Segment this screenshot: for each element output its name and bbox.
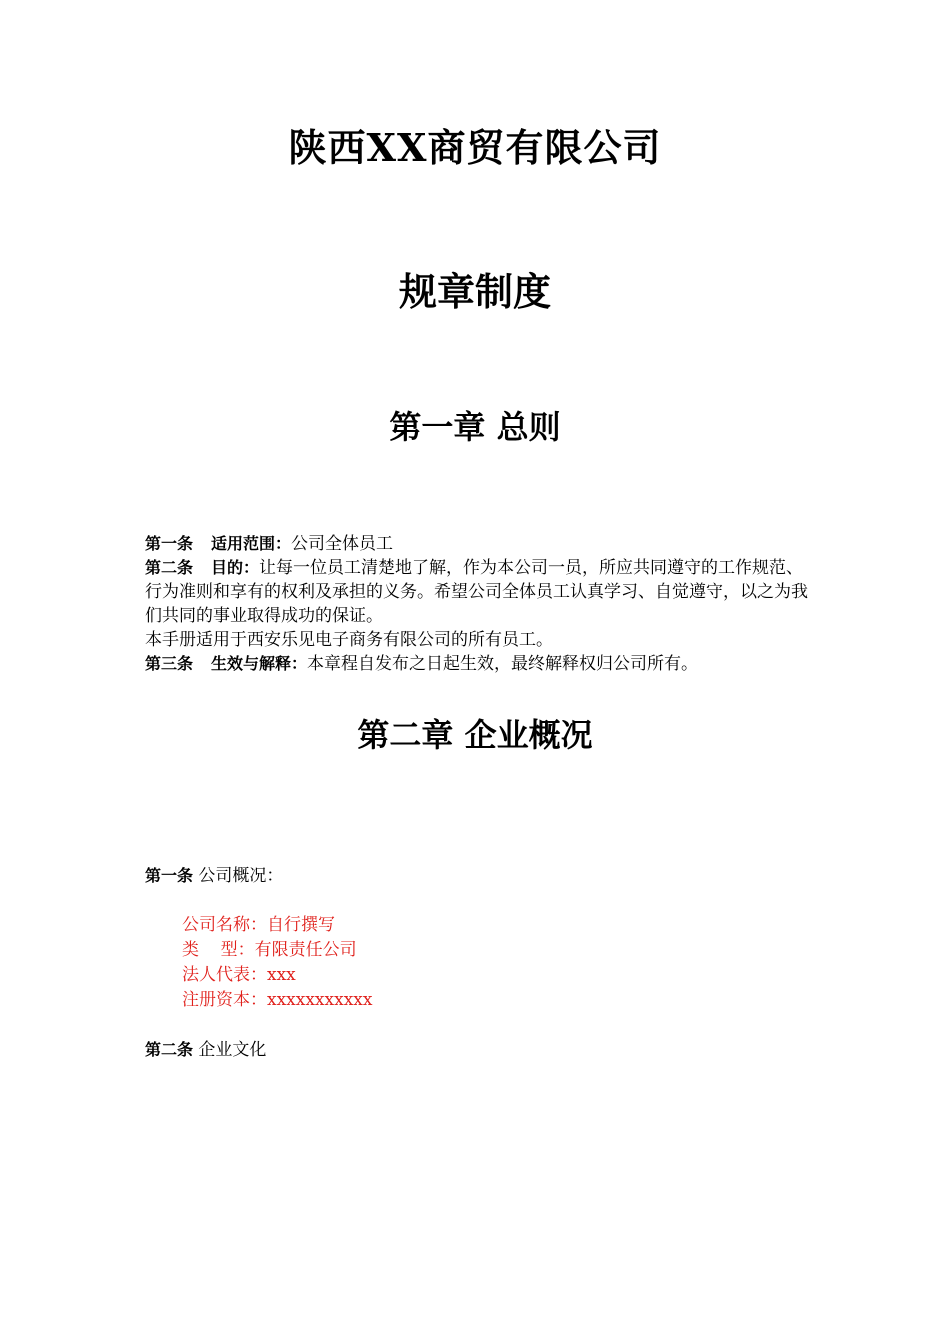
- article-text: 公司全体员工: [291, 534, 394, 554]
- scope-note-text: 本手册适用于西安乐见电子商务有限公司的所有员工。: [145, 630, 553, 650]
- scope-note: [145, 628, 810, 652]
- document-subtitle: 规章制度: [398, 269, 551, 314]
- article-label: 第二条: [145, 558, 194, 577]
- registered-capital-line: 注册资本：xxxxxxxxxxx: [182, 990, 373, 1010]
- chapter-1-heading: 第一章 总则: [389, 408, 561, 446]
- company-info-list: [182, 913, 372, 1013]
- company-name-line: 公司名称：自行撰写: [182, 915, 335, 935]
- article-3: [145, 652, 810, 676]
- article-text: 企业文化: [198, 1040, 267, 1060]
- article-text: 让每一位员工清楚地了解，作为本公司一员，所应共同遵守的工作规范、行为准则和享有的权利及承担的义务。希望公司全体员工认真学习、自觉遵守，以之为我们共同的事业取得成功的保证。: [145, 558, 808, 626]
- article-text: 本章程自发布之日起生效，最终解释权归公司所有。: [307, 654, 699, 674]
- article-label: 第二条: [145, 1040, 194, 1059]
- article-1: [145, 532, 810, 556]
- chapter-1-articles: [145, 532, 810, 676]
- chapter-2-article-1: [145, 864, 283, 888]
- chapter-2-heading: 第二章 企业概况: [357, 716, 593, 754]
- article-heading: 目的：: [211, 558, 260, 577]
- article-2: [145, 556, 810, 628]
- article-label: 第一条: [145, 866, 194, 885]
- company-type-line: 类 型：有限责任公司: [182, 940, 357, 960]
- article-heading: 适用范围：: [211, 534, 292, 553]
- article-label: 第一条: [145, 534, 194, 553]
- document-title: 陕西XX商贸有限公司: [288, 125, 662, 170]
- article-heading: 生效与解释：: [211, 654, 308, 673]
- article-text: 公司概况：: [198, 866, 284, 886]
- article-label: 第三条: [145, 654, 194, 673]
- legal-representative-line: 法人代表：xxx: [182, 965, 296, 985]
- chapter-2-article-2: [145, 1038, 266, 1062]
